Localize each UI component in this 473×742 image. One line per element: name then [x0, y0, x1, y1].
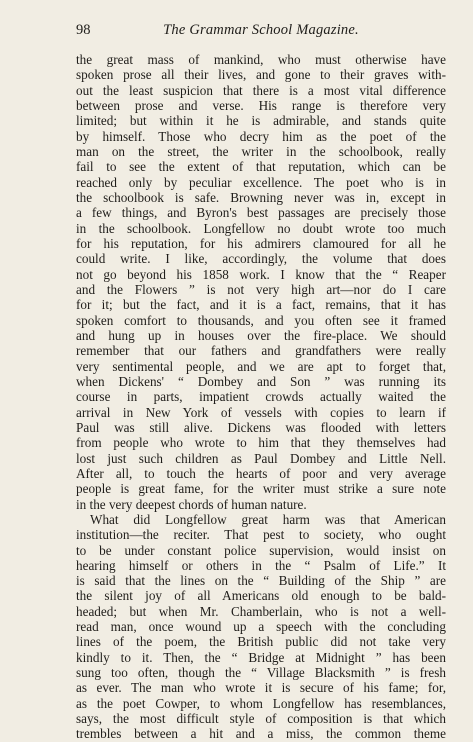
running-title: The Grammar School Magazine. [163, 22, 359, 38]
text-line: for his reputation, for his admirers clamoured for all he [76, 235, 446, 251]
text-line: by himself. Those who decry him as the poet of the [76, 128, 446, 144]
text-line: to be under constant police supervision, would insist on [76, 542, 446, 558]
text-line: and the Flowers ” is not very high art—nor do I care [76, 281, 446, 297]
text-line: the great mass of mankind, who must otherwise have [76, 52, 446, 67]
text-line: not go beyond his 1858 work. I know that the “ Reaper [76, 266, 446, 282]
text-line: kindly to it. Then, the “ Bridge at Midnight ” has been [76, 649, 446, 665]
text-line: trembles between a hit and a miss, the common theme [76, 726, 446, 742]
text-line: man on the street, the writer in the schoolbook, really [76, 143, 446, 159]
text-line: course in parts, impatient crowds actually waited the [76, 389, 446, 405]
text-line: What did Longfellow great harm was that American [90, 511, 446, 527]
page-number: 98 [76, 22, 91, 38]
text-line: is said that the lines on the “ Building of the Ship ” are [76, 573, 446, 589]
text-line: spoken prose all their lives, and gone to their graves with- [76, 67, 446, 83]
text-line: as the poet Cowper, to whom Longfellow has resemblances, [76, 695, 446, 711]
paragraph [76, 52, 446, 512]
text-line: and hung up in houses over the fire-place. We should [76, 327, 446, 343]
text-line: out the least suspicion that there is a most vital difference [76, 82, 446, 98]
text-line: from people who wrote to him that they themselves had [76, 435, 446, 451]
text-line: limited; but within it he is admirable, and stands quite [76, 113, 446, 129]
body-text [76, 52, 446, 742]
text-line: read man, once wound up a speech with the concluding [76, 619, 446, 635]
text-line: sung too often, though the “ Village Blacksmith ” is fresh [76, 665, 446, 681]
text-line: headed; but when Mr. Chamberlain, who is not a well- [76, 603, 446, 619]
text-line: remember that our fathers and grandfathers were really [76, 343, 446, 359]
text-line: in the very deepest chords of human nature. [76, 496, 307, 512]
text-line: spoken comfort to thousands, and you often see it framed [76, 312, 446, 328]
page-header [76, 22, 446, 42]
text-line: could write. I like, accordingly, the volume that does [76, 251, 446, 267]
text-line: arrival in New York of vessels with copies to learn if [76, 404, 446, 420]
text-line: institution—the reciter. That pest to society, who ought [76, 527, 446, 543]
text-line: lost just such children as Paul Dombey and Little Nell. [76, 450, 446, 466]
text-line: people is great fame, for the writer must strike a sure note [76, 481, 446, 497]
paragraph [76, 512, 446, 742]
text-line: the silent joy of all Americans old enough to be bald- [76, 588, 446, 604]
text-line: fail to see the extent of that reputation, which can be [76, 159, 446, 175]
text-line: a few things, and Byron's best passages are precisely those [76, 205, 446, 221]
text-line: says, the most difficult style of composition is that which [76, 711, 446, 727]
text-line: Paul was still alive. Dickens was flooded with letters [76, 419, 446, 435]
text-line: as ever. The man who wrote it is secure of his fame; for, [76, 680, 446, 696]
text-line: lines of the poem, the British public did not take very [76, 634, 446, 650]
text-line: in the schoolbook. Longfellow no doubt wrote too much [76, 220, 446, 236]
text-line: when Dickens' “ Dombey and Son ” was running its [76, 373, 446, 389]
text-line: for it; but the fact, and it is a fact, remains, that it has [76, 297, 446, 313]
text-line: reached only by peculiar excellence. The poet who is in [76, 174, 446, 190]
text-line: After all, to touch the hearts of poor and very average [76, 465, 446, 481]
text-line: between prose and verse. His range is therefore very [76, 97, 446, 113]
text-line: hearing himself or others in the “ Psalm of Life.” It [76, 557, 446, 573]
text-line: the schoolbook is safe. Browning never was in, except in [76, 189, 446, 205]
text-line: very sentimental people, and we are apt to forget that, [76, 358, 446, 374]
